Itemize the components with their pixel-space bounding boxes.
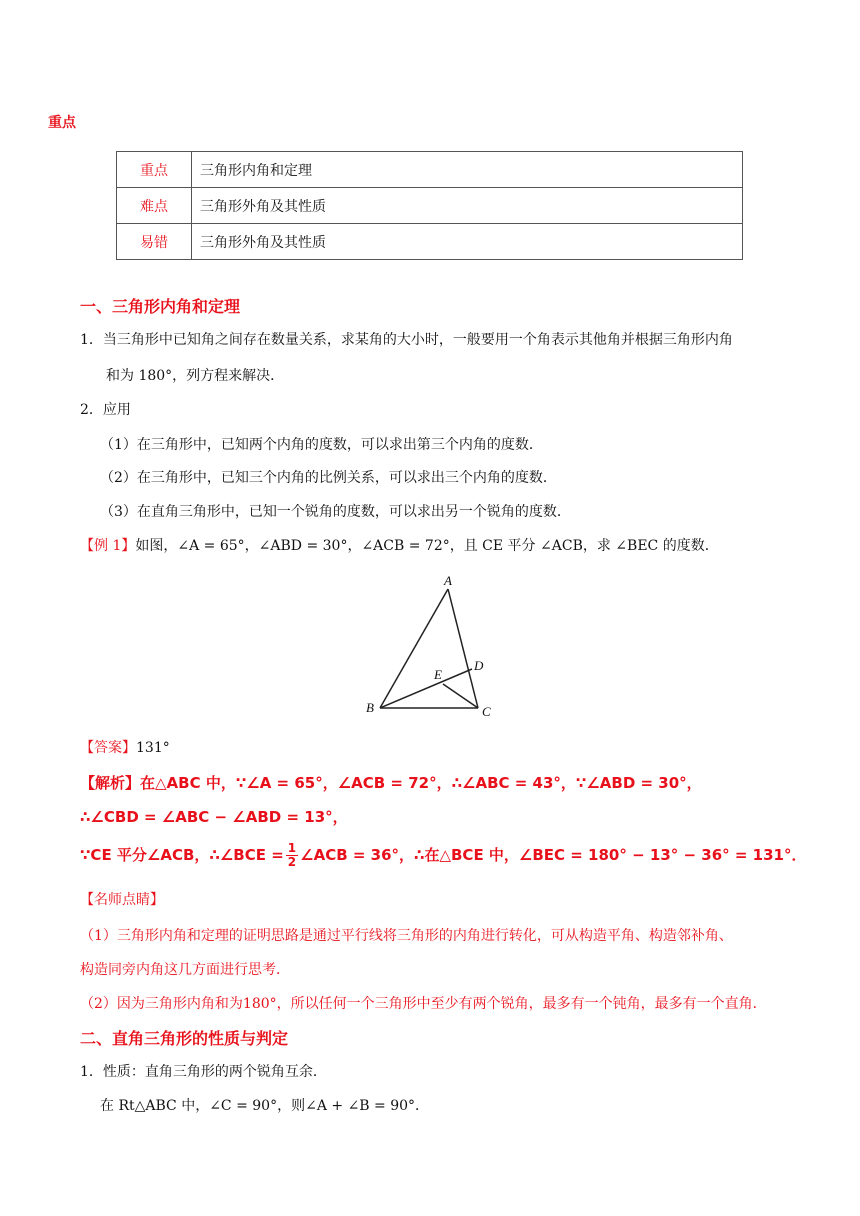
- table-row: [117, 152, 743, 188]
- answer-tag: 【答案】: [80, 740, 136, 756]
- point-e-label: E: [434, 667, 442, 682]
- side-ab: [380, 589, 448, 708]
- vertex-c-label: C: [482, 704, 491, 719]
- section-2-item-1-math: 在 Rt△ABC 中，∠C = 90°，则∠A + ∠B = 90°．: [100, 1098, 430, 1114]
- page-heading: 重点: [48, 115, 76, 131]
- example-1-statement: [80, 536, 719, 556]
- analysis-line-3: [80, 842, 806, 869]
- key-points-table: [116, 151, 743, 260]
- item-2-title: 2．应用: [80, 402, 131, 418]
- analysis-text-3a: ∵CE 平分∠ACB，∴∠BCE =: [80, 846, 284, 864]
- section-1-title: 一、三角形内角和定理: [80, 297, 241, 316]
- application-1: （1）在三角形中，已知两个内角的度数，可以求出第三个内角的度数．: [100, 437, 543, 453]
- fraction-numerator: 1: [287, 841, 297, 855]
- vertex-b-label: B: [366, 700, 374, 715]
- item-1-line-1: 1．当三角形中已知角之间存在数量关系，求某角的大小时，一般要用一个角表示其他角并根据三角形内角: [80, 332, 733, 348]
- analysis-text-1: 在△ABC 中，∵∠A = 65°，∠ACB = 72°，∴∠ABC = 43°，∵∠ABD = 30°，: [140, 774, 702, 792]
- fraction-one-half: [286, 842, 298, 869]
- answer-value: 131°: [136, 740, 170, 756]
- vertex-a-label: A: [444, 573, 452, 588]
- tip-tag: 【名师点睛】: [80, 892, 164, 908]
- tip-line-2: 构造同旁内角这几方面进行思考．: [80, 962, 290, 978]
- example-text: 如图，∠A = 65°，∠ABD = 30°，∠ACB = 72°，且 CE 平分 ∠ACB，求 ∠BEC 的度数．: [135, 538, 719, 554]
- table-row: [117, 188, 743, 224]
- analysis-line-1: [80, 772, 702, 794]
- point-d-label: D: [474, 658, 484, 673]
- tip-line-1: （1）三角形内角和定理的证明思路是通过平行线将三角形的内角进行转化，可从构造平角、构造邻补角、: [80, 928, 733, 944]
- application-3: （3）在直角三角形中，已知一个锐角的度数，可以求出另一个锐角的度数．: [100, 504, 571, 520]
- row-value: 三角形外角及其性质: [192, 188, 743, 224]
- analysis-tag: 【解析】: [80, 774, 141, 792]
- application-2: （2）在三角形中，已知三个内角的比例关系，可以求出三个内角的度数．: [100, 470, 557, 486]
- item-1-line-2: 和为 180°，列方程来解决．: [106, 368, 285, 384]
- fraction-denominator: 2: [287, 855, 297, 869]
- row-value: 三角形外角及其性质: [192, 224, 743, 260]
- triangle-figure: [360, 572, 500, 720]
- row-value: 三角形内角和定理: [192, 152, 743, 188]
- row-label: 重点: [117, 152, 192, 188]
- row-label: 难点: [117, 188, 192, 224]
- analysis-line-2: ∴∠CBD = ∠ABC − ∠ABD = 13°，: [80, 808, 348, 826]
- table-row: [117, 224, 743, 260]
- example-tag: 【例 1】: [80, 538, 136, 554]
- section-2-item-1: 1．性质：直角三角形的两个锐角互余．: [80, 1064, 327, 1080]
- row-label: 易错: [117, 224, 192, 260]
- analysis-text-3b: ∠ACB = 36°，∴在△BCE 中，∠BEC = 180° − 13° − 36° = 131°．: [300, 846, 807, 864]
- section-2-title: 二、直角三角形的性质与判定: [80, 1029, 289, 1048]
- answer-line: [80, 738, 170, 758]
- segment-bd: [380, 669, 472, 708]
- tip-line-3: （2）因为三角形内角和为180°，所以任何一个三角形中至少有两个锐角，最多有一个钝角，最多有一个直角．: [80, 996, 767, 1012]
